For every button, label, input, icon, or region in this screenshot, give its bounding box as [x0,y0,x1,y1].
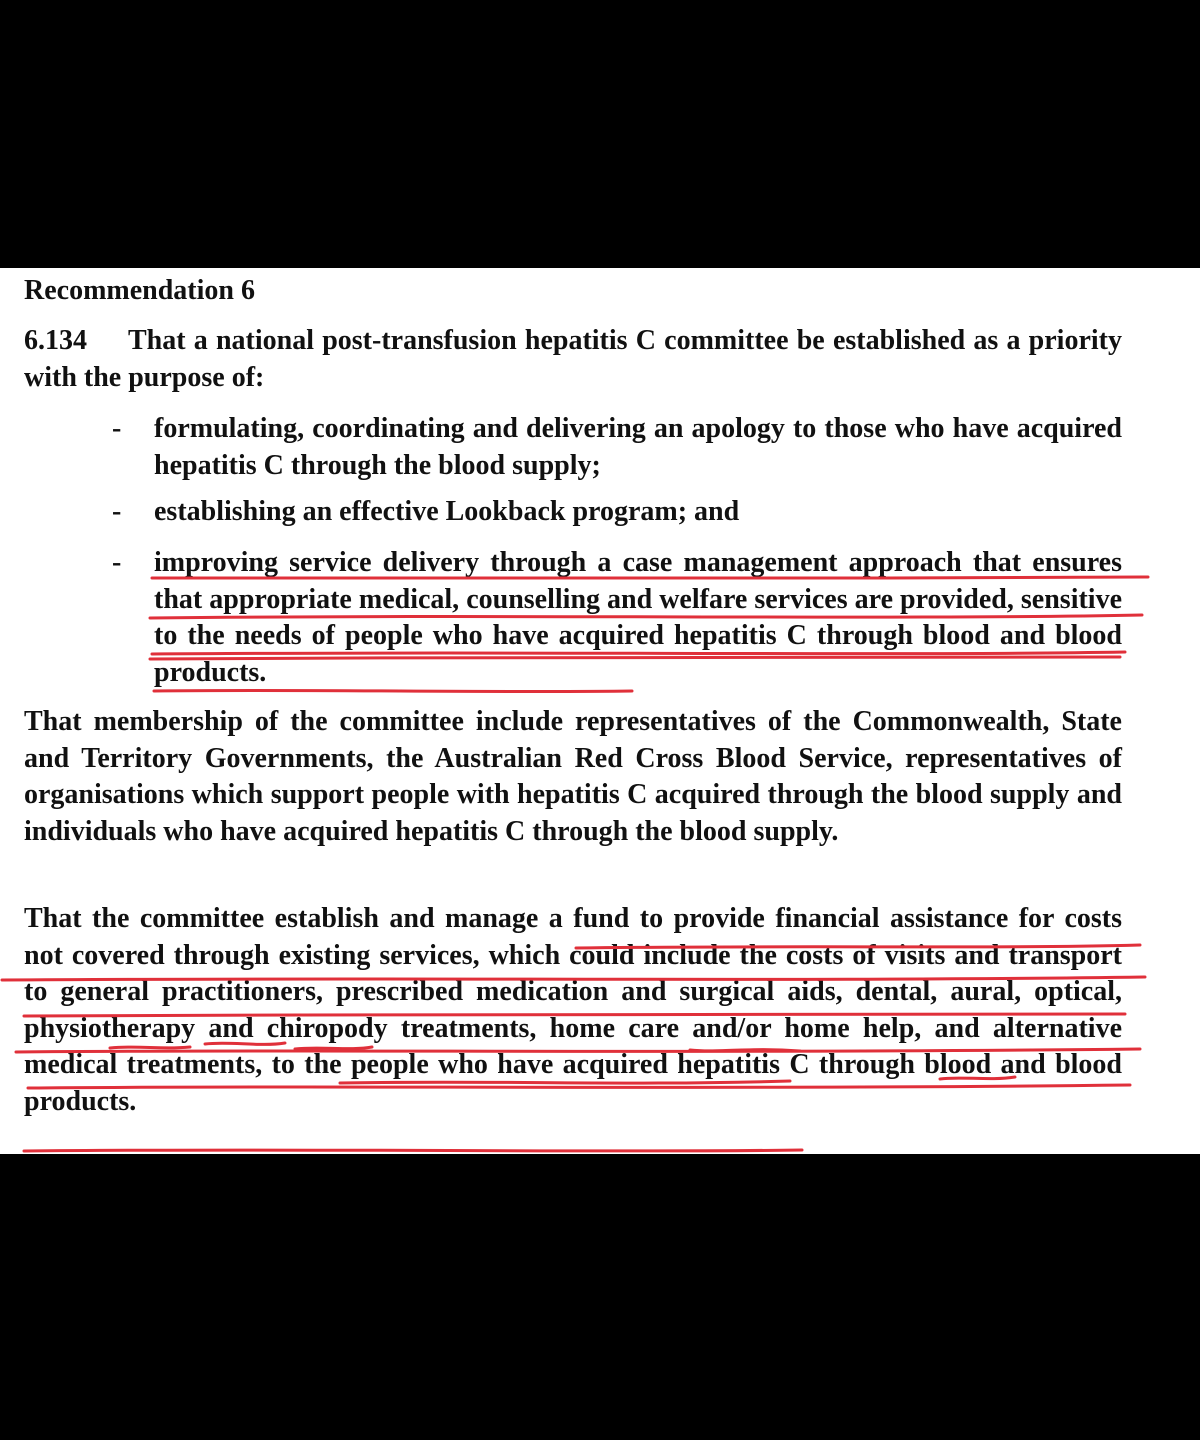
intro-paragraph [24,323,1122,396]
bullet-dash: - [112,413,122,444]
fund-paragraph: That the committee establish and manage a fund to provide financial assistance for costs not covered through existing services, which could include the costs of visits and transport to general practitioners, prescribed medication and surgical aids, dental, aural, optical, physiotherapy and chiropody treatments, home care and/or home help, and alternative medical treatments, to the people who have acquired hepatitis C through blood and blood products. [24,903,1122,1117]
recommendation-heading: Recommendation 6 [24,275,255,306]
intro-text: That a national post-transfusion hepatitis C committee be established as a priority with the purpose of: [24,325,1122,393]
list-item-text: establishing an effective Lookback program; and [154,496,740,527]
list-item-text: formulating, coordinating and delivering an apology to those who have acquired hepatitis C through the blood supply; [154,413,1122,481]
paragraph-number: 6.134 [24,325,87,356]
document-page [0,268,1200,1154]
bullet-dash: - [112,496,122,527]
list-item-text: improving service delivery through a case management approach that ensures that appropriate medical, counselling and welfare services are provided, sensitive to the needs of people who have acquired hepatitis C through blood and blood products. [154,547,1122,688]
underline-stroke [24,1150,802,1151]
membership-paragraph: That membership of the committee include representatives of the Commonwealth, State and Territory Governments, the Australian Red Cross Blood Service, representatives of organisations which support people with hepatitis C acquired through the blood supply and individuals who have acquired hepatitis C through the blood supply. [24,706,1122,847]
bullet-dash: - [112,547,122,578]
